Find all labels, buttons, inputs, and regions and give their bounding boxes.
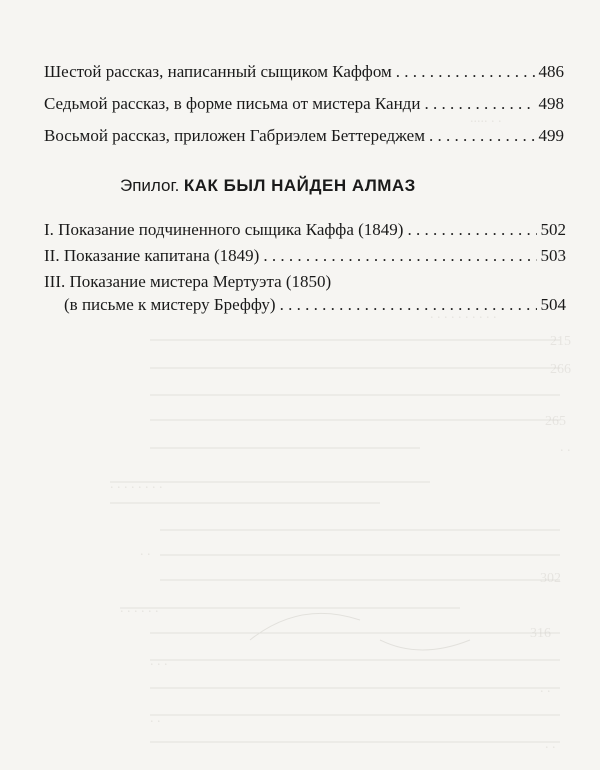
toc-leader-dots xyxy=(280,295,537,315)
toc-entry-epilogue-3-line2 xyxy=(64,295,566,315)
toc-entry-label: I. Показание подчиненного сыщика Каффа (1849) xyxy=(44,220,404,239)
toc-entry-label: II. Показание капитана (1849) xyxy=(44,246,260,265)
toc-entry-epilogue-1 xyxy=(44,220,566,240)
toc-page-number: 503 xyxy=(540,246,566,265)
toc-entry-label: (в письме к мистеру Бреффу) xyxy=(64,295,276,314)
epilogue-prefix: Эпилог. xyxy=(120,176,180,195)
toc-page-number: 499 xyxy=(538,126,564,145)
svg-text:266: 266 xyxy=(550,362,571,377)
svg-text:302: 302 xyxy=(540,571,561,586)
toc-leader-dots xyxy=(263,246,536,266)
toc-entry-story-6 xyxy=(44,62,564,82)
toc-leader-dots xyxy=(396,62,535,82)
svg-text:. . . . . . . . . .: . . . . . . . . . . xyxy=(430,307,497,322)
svg-text:. . . . . .: . . . . . . xyxy=(120,601,159,616)
toc-page-number: 504 xyxy=(540,295,566,314)
toc-entry-label: Восьмой рассказ, приложен Габриэлем Беттереджем xyxy=(44,126,425,145)
svg-text:265: 265 xyxy=(545,414,566,429)
svg-text:. . .: . . . xyxy=(150,654,168,669)
toc-leader-dots xyxy=(407,220,536,240)
toc-page-number: 486 xyxy=(538,62,564,81)
toc-entry-label: Шестой рассказ, написанный сыщиком Каффом xyxy=(44,62,392,81)
toc-page-number: 502 xyxy=(540,220,566,239)
toc-entry-epilogue-2 xyxy=(44,246,566,266)
svg-text:. . . . . . . .: . . . . . . . . xyxy=(110,477,163,492)
svg-text:. .: . . xyxy=(560,440,571,455)
toc-leader-dots xyxy=(424,94,534,114)
svg-text:. .: . . xyxy=(540,681,551,696)
svg-text:. .: . . xyxy=(140,544,151,559)
epilogue-title: КАК БЫЛ НАЙДЕН АЛМАЗ xyxy=(183,176,416,195)
svg-text:215: 215 xyxy=(550,334,571,349)
toc-leader-dots xyxy=(429,126,535,146)
toc-entry-story-8 xyxy=(44,126,564,146)
svg-text:316: 316 xyxy=(530,626,551,641)
toc-entry-epilogue-3-line1: III. Показание мистера Мертуэта (1850) xyxy=(44,272,332,291)
toc-page-number: 498 xyxy=(538,94,564,113)
toc-entry-story-7 xyxy=(44,94,564,114)
toc-entry-label: Седьмой рассказ, в форме письма от мистера Канди xyxy=(44,94,421,113)
svg-text:. .: . . xyxy=(545,737,556,752)
svg-text:..... . .: ..... . . xyxy=(470,111,502,126)
epilogue-heading xyxy=(120,174,416,197)
svg-text:. .: . . xyxy=(150,711,161,726)
